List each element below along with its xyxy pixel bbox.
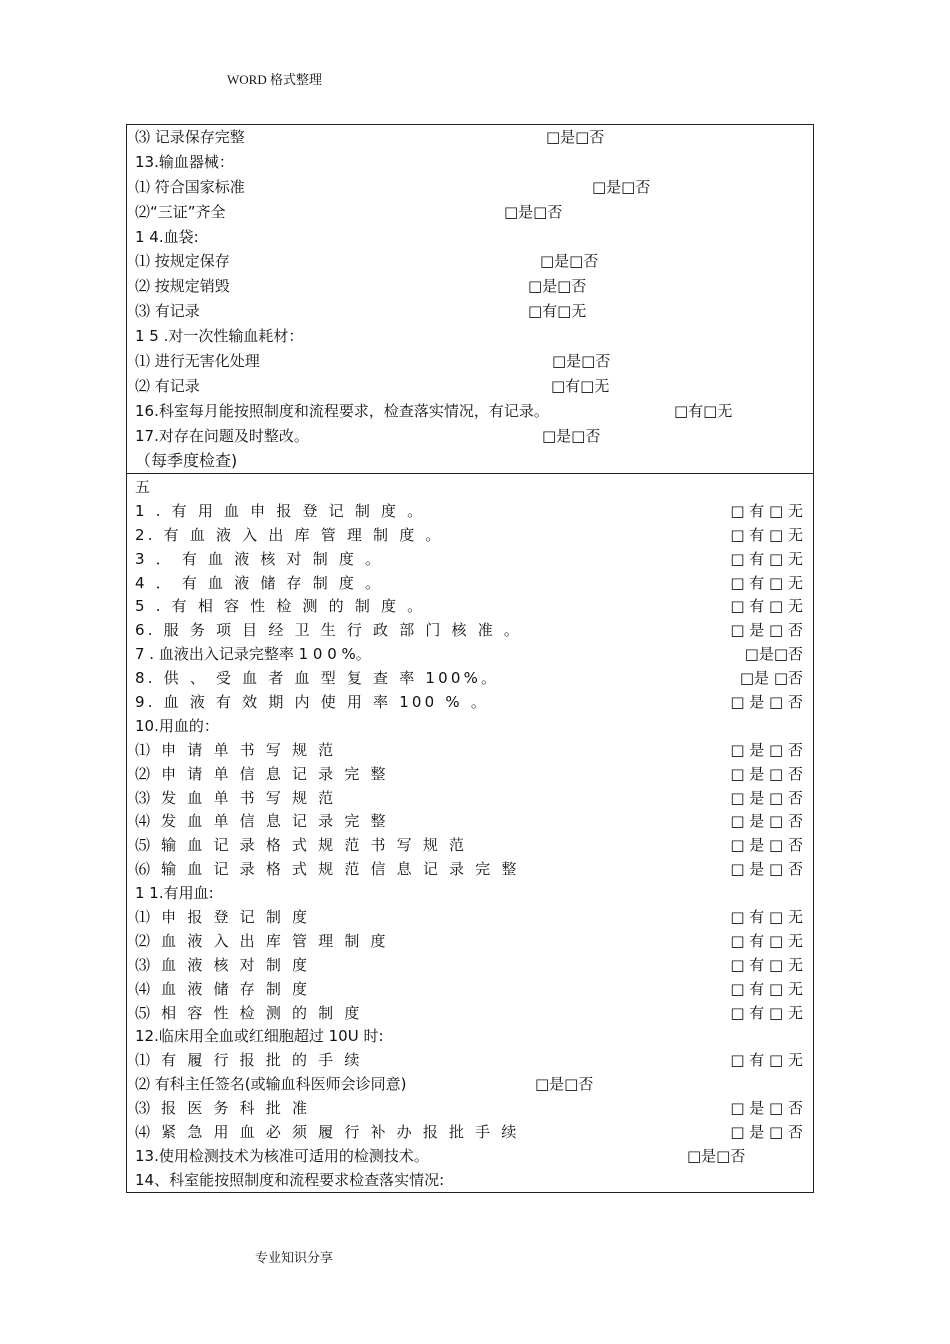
item-label: 9. 血 液 有 效 期 内 使 用 率 100 % 。 [135, 693, 490, 712]
checkbox-option[interactable]: □是□否 [528, 277, 587, 296]
item-label: ⑴ 按规定保存 [135, 252, 230, 271]
checkbox-option[interactable]: □是□否 [744, 645, 803, 664]
item-label: ⑶ 发 血 单 书 写 规 范 [135, 788, 337, 807]
item-label: ⑴ 进行无害化处理 [135, 352, 260, 371]
checklist-row [135, 572, 807, 596]
checklist-row [135, 595, 807, 619]
item-heading: 13.输血器械： [135, 152, 234, 171]
checklist-row [135, 324, 807, 349]
checklist-row [135, 1049, 807, 1073]
item-label: ⑵ 血 液 入 出 库 管 理 制 度 [135, 931, 389, 950]
checklist-row [135, 763, 807, 787]
item-heading: 1 1.有用血: [135, 884, 214, 903]
checkbox-option[interactable]: □有□无 [674, 401, 733, 420]
checklist-row [135, 175, 807, 200]
checkbox-option[interactable]: □ 有 □ 无 [730, 501, 803, 520]
item-label: ⑷ 发 血 单 信 息 记 录 完 整 [135, 812, 389, 831]
checklist-row [135, 548, 807, 572]
item-label: 4 ． 有 血 液 储 存 制 度 。 [135, 573, 384, 592]
checkbox-option[interactable]: □ 有 □ 无 [730, 549, 803, 568]
checklist-row [135, 978, 807, 1002]
item-heading: 12.临床用全血或红细胞超过 10U 时: [135, 1027, 384, 1046]
item-label: ⑵ 有记录 [135, 376, 200, 395]
checklist-row [135, 449, 807, 474]
item-label: ⑵ 有科主任签名(或输血科医师会诊同意) [135, 1075, 407, 1094]
item-label: ⑴ 申 报 登 记 制 度 [135, 908, 311, 927]
item-heading: 10.用血的： [135, 716, 219, 735]
checkbox-option[interactable]: □ 有 □ 无 [730, 525, 803, 544]
checkbox-option[interactable]: □ 是 □ 否 [730, 621, 803, 640]
checkbox-option[interactable]: □有□无 [528, 302, 587, 321]
item-label: 17.对存在问题及时整改。 [135, 426, 309, 445]
checkbox-option[interactable]: □是□否 [540, 252, 599, 271]
checklist-row [135, 1073, 807, 1097]
item-label: ⑶ 记录保存完整 [135, 128, 245, 146]
checklist-row [135, 906, 807, 930]
checkbox-option[interactable]: □ 有 □ 无 [730, 955, 803, 974]
checklist-row [135, 858, 807, 882]
checkbox-option[interactable]: □ 有 □ 无 [730, 1051, 803, 1070]
item-label: 5 . 有 相 容 性 检 测 的 制 度 。 [135, 597, 426, 616]
checkbox-option[interactable]: □ 有 □ 无 [730, 931, 803, 950]
checkbox-option[interactable]: □ 是 □ 否 [730, 693, 803, 712]
checkbox-option[interactable]: □是□否 [552, 352, 611, 371]
checklist-row [135, 524, 807, 548]
checklist-row [135, 1121, 807, 1145]
checklist-row [135, 150, 807, 175]
checkbox-option[interactable]: □ 是 □ 否 [730, 788, 803, 807]
item-heading: 14、科室能按照制度和流程要求检查落实情况: [135, 1170, 445, 1189]
page-header: WORD 格式整理 [227, 72, 322, 87]
checkbox-option[interactable]: □ 是 □ 否 [730, 764, 803, 783]
item-label: ⑶ 报 医 务 科 批 准 [135, 1099, 311, 1118]
item-label: 8. 供 、 受 血 者 血 型 复 查 率 100%。 [135, 669, 500, 688]
checklist-row [135, 667, 807, 691]
item-heading: 1 4.血袋: [135, 227, 199, 246]
checkbox-option[interactable]: □ 是 □ 否 [730, 1099, 803, 1118]
checkbox-option[interactable]: □有□无 [551, 376, 610, 395]
section-number: 五 [135, 478, 151, 496]
item-label: ⑸ 相 容 性 检 测 的 制 度 [135, 1003, 363, 1022]
checklist-row [135, 954, 807, 978]
section-2 [135, 476, 807, 1193]
checklist-row [135, 225, 807, 250]
checklist-row [135, 739, 807, 763]
checkbox-option[interactable]: □ 有 □ 无 [730, 597, 803, 616]
checklist-row [135, 810, 807, 834]
item-label: ⑴ 有 履 行 报 批 的 手 续 [135, 1051, 363, 1070]
checklist-row [135, 500, 807, 524]
checkbox-option[interactable]: □是□否 [546, 128, 605, 146]
item-label: ⑶ 血 液 核 对 制 度 [135, 955, 311, 974]
checklist-row [135, 1025, 807, 1049]
section-1 [135, 125, 807, 473]
item-label: ⑷ 紧 急 用 血 必 须 履 行 补 办 报 批 手 续 [135, 1123, 520, 1142]
checklist-row [135, 299, 807, 324]
checklist-row [135, 374, 807, 399]
checklist-row [135, 1169, 807, 1193]
checklist-row [135, 200, 807, 225]
item-label: 2. 有 血 液 入 出 库 管 理 制 度 。 [135, 525, 444, 544]
item-label: ⑴ 申 请 单 书 写 规 范 [135, 740, 337, 759]
checkbox-option[interactable]: □ 有 □ 无 [730, 979, 803, 998]
checklist-row [135, 249, 807, 274]
checklist-row [135, 715, 807, 739]
checkbox-option[interactable]: □ 是 □ 否 [730, 836, 803, 855]
checklist-row [135, 349, 807, 374]
item-label: ⑸ 输 血 记 录 格 式 规 范 书 写 规 范 [135, 836, 468, 855]
item-label: 1 . 有 用 血 申 报 登 记 制 度 。 [135, 501, 426, 520]
item-label: 6. 服 务 项 目 经 卫 生 行 政 部 门 核 准 。 [135, 621, 523, 640]
checklist-row [135, 787, 807, 811]
checklist-row [135, 125, 807, 150]
item-label: ⑴ 符合国家标准 [135, 177, 245, 196]
checkbox-option[interactable]: □是□否 [542, 426, 601, 445]
checkbox-option[interactable]: □ 有 □ 无 [730, 1003, 803, 1022]
checkbox-option[interactable]: □是□否 [592, 177, 651, 196]
item-label: ⑵ 按规定销毁 [135, 277, 230, 296]
checklist-row [135, 1145, 807, 1169]
checkbox-option[interactable]: □ 是 □ 否 [730, 740, 803, 759]
checkbox-option[interactable]: □ 有 □ 无 [730, 908, 803, 927]
checklist-row [135, 476, 807, 500]
checklist-row [135, 399, 807, 424]
checklist-row [135, 1002, 807, 1026]
item-label: ⑷ 血 液 储 存 制 度 [135, 979, 311, 998]
item-heading: （每季度检查) [135, 450, 238, 470]
item-label: 3 ． 有 血 液 核 对 制 度 。 [135, 549, 384, 568]
item-label: 13.使用检测技术为核准可适用的检测技术。 [135, 1146, 429, 1165]
checklist-row [135, 643, 807, 667]
item-label: ⑵“三证”齐全 [135, 202, 226, 221]
checklist-row [135, 882, 807, 906]
checkbox-option[interactable]: □是 □否 [739, 669, 803, 688]
checkbox-option[interactable]: □ 是 □ 否 [730, 812, 803, 831]
item-label: 7 . 血液出入记录完整率 1 0 0 %。 [135, 645, 371, 664]
item-heading: 1 5 .对一次性输血耗材： [135, 327, 304, 346]
checkbox-option[interactable]: □是□否 [504, 202, 563, 221]
checklist-row [135, 691, 807, 715]
checkbox-option[interactable]: □ 是 □ 否 [730, 1123, 803, 1142]
checklist-row [135, 424, 807, 449]
checklist-row [135, 1097, 807, 1121]
checkbox-option[interactable]: □ 有 □ 无 [730, 573, 803, 592]
item-label: 16.科室每月能按照制度和流程要求，检查落实情况，有记录。 [135, 401, 549, 420]
checkbox-option[interactable]: □ 是 □ 否 [730, 860, 803, 879]
checklist-row [135, 930, 807, 954]
checklist-row [135, 619, 807, 643]
checklist-row [135, 274, 807, 299]
checkbox-option[interactable]: □是□否 [535, 1075, 594, 1094]
checklist-row [135, 834, 807, 858]
item-label: ⑹ 输 血 记 录 格 式 规 范 信 息 记 录 完 整 [135, 860, 520, 879]
checkbox-option[interactable]: □是□否 [687, 1146, 746, 1165]
item-label: ⑶ 有记录 [135, 302, 200, 321]
page-footer: 专业知识分享 [255, 1251, 334, 1266]
item-label: ⑵ 申 请 单 信 息 记 录 完 整 [135, 764, 389, 783]
